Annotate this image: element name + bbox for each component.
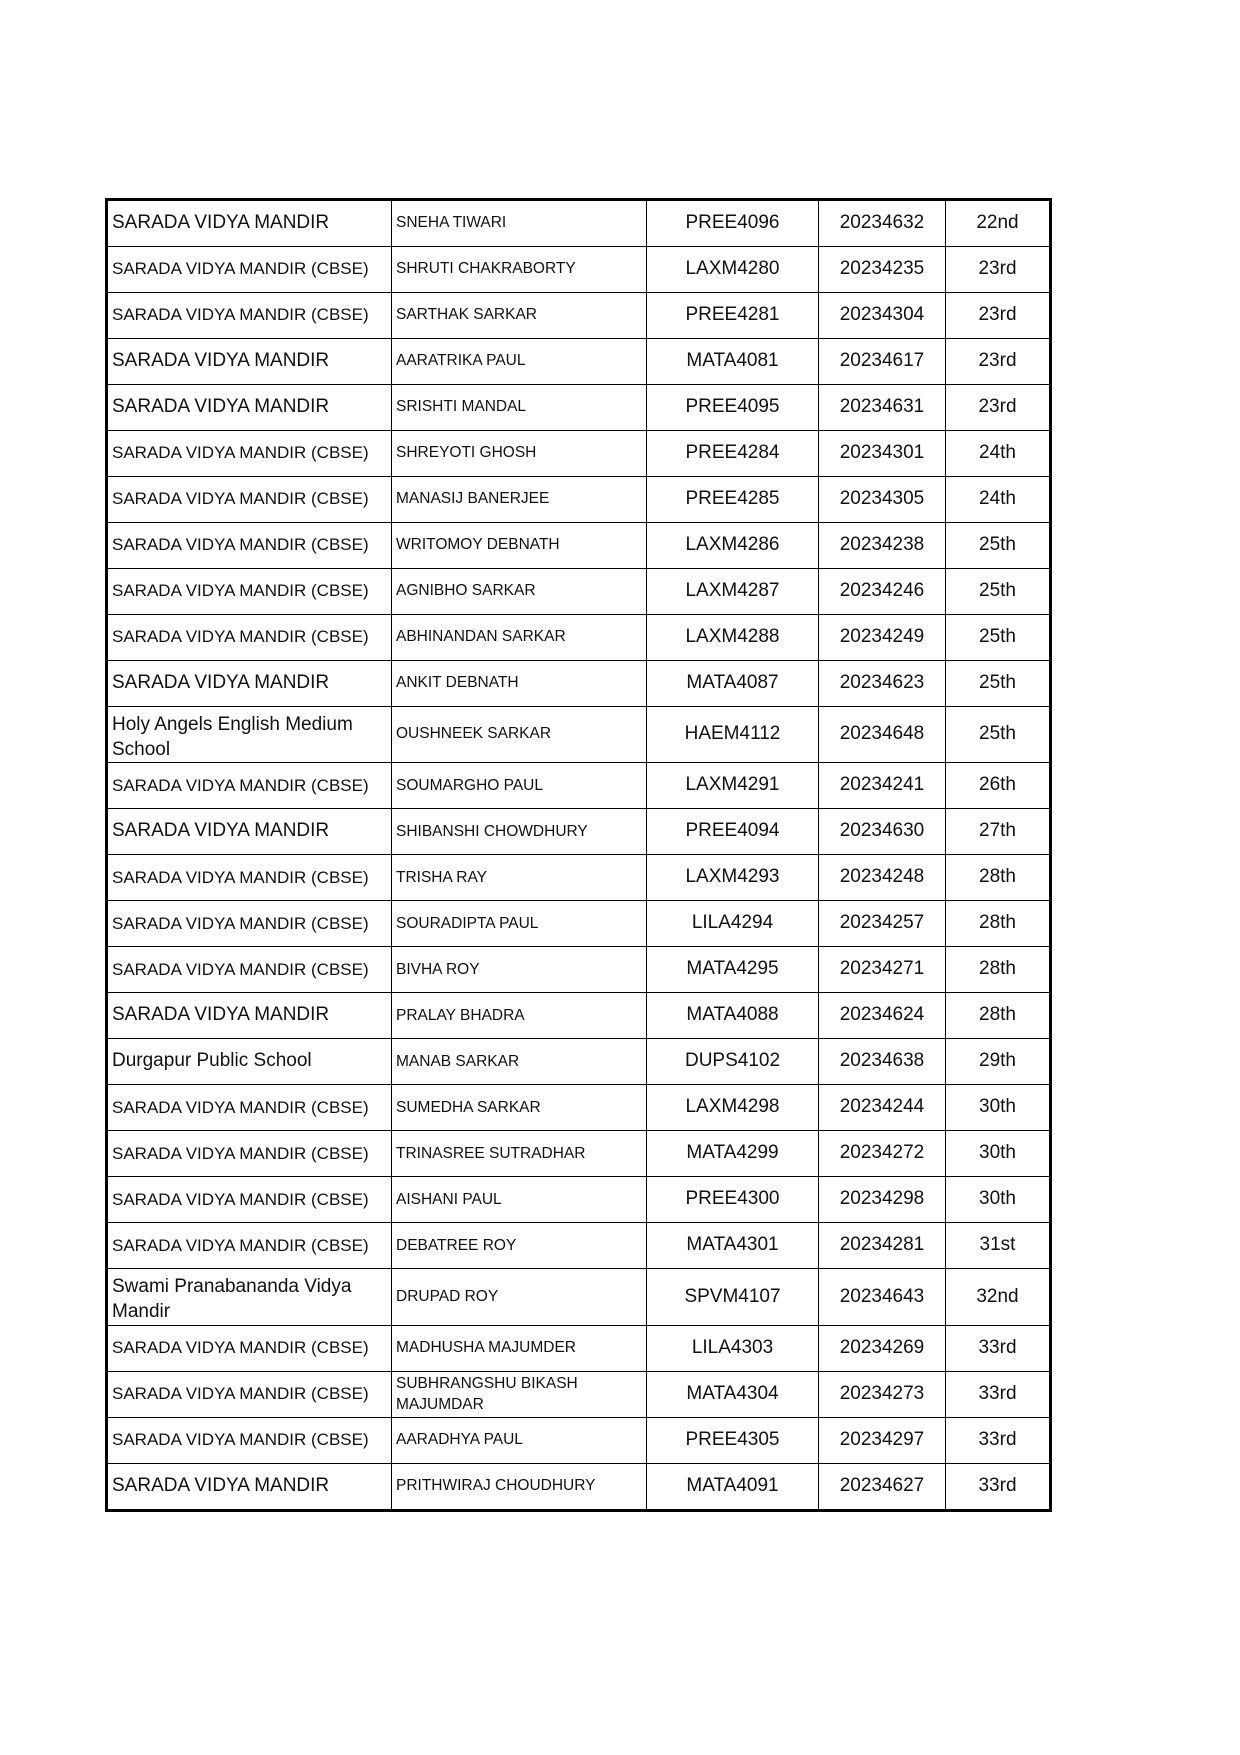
roll-number-cell: PREE4300: [647, 1177, 819, 1223]
student-name-cell: MANAB SARKAR: [392, 1039, 647, 1085]
rank-cell: 23rd: [946, 385, 1051, 431]
rank-cell: 28th: [946, 901, 1051, 947]
roll-number-cell: LAXM4293: [647, 855, 819, 901]
rank-cell: 29th: [946, 1039, 1051, 1085]
school-cell: SARADA VIDYA MANDIR: [107, 385, 392, 431]
roll-number-cell: LAXM4287: [647, 569, 819, 615]
school-cell: SARADA VIDYA MANDIR: [107, 339, 392, 385]
school-cell: SARADA VIDYA MANDIR: [107, 1463, 392, 1510]
roll-number-cell: MATA4087: [647, 661, 819, 707]
school-cell: SARADA VIDYA MANDIR: [107, 809, 392, 855]
roll-number-cell: MATA4299: [647, 1131, 819, 1177]
school-cell: Swami Pranabananda Vidya Mandir: [107, 1269, 392, 1325]
registration-number-cell: 20234297: [819, 1417, 946, 1463]
table-row: [107, 1371, 1051, 1417]
table-row: [107, 385, 1051, 431]
registration-number-cell: 20234631: [819, 385, 946, 431]
roll-number-cell: PREE4096: [647, 200, 819, 247]
student-name-cell: ANKIT DEBNATH: [392, 661, 647, 707]
rank-cell: 25th: [946, 661, 1051, 707]
roll-number-cell: LAXM4286: [647, 523, 819, 569]
table-row: [107, 661, 1051, 707]
table-row: [107, 1131, 1051, 1177]
results-table-body: [107, 200, 1051, 1511]
rank-cell: 25th: [946, 615, 1051, 661]
school-cell: SARADA VIDYA MANDIR (CBSE): [107, 1131, 392, 1177]
registration-number-cell: 20234624: [819, 993, 946, 1039]
school-cell: SARADA VIDYA MANDIR (CBSE): [107, 901, 392, 947]
table-row: [107, 1269, 1051, 1325]
roll-number-cell: MATA4081: [647, 339, 819, 385]
rank-cell: 28th: [946, 993, 1051, 1039]
registration-number-cell: 20234271: [819, 947, 946, 993]
rank-cell: 32nd: [946, 1269, 1051, 1325]
registration-number-cell: 20234632: [819, 200, 946, 247]
rank-cell: 28th: [946, 855, 1051, 901]
table-row: [107, 809, 1051, 855]
rank-cell: 27th: [946, 809, 1051, 855]
table-row: [107, 569, 1051, 615]
roll-number-cell: MATA4091: [647, 1463, 819, 1510]
registration-number-cell: 20234298: [819, 1177, 946, 1223]
school-cell: Durgapur Public School: [107, 1039, 392, 1085]
table-row: [107, 1463, 1051, 1510]
rank-cell: 31st: [946, 1223, 1051, 1269]
registration-number-cell: 20234248: [819, 855, 946, 901]
student-name-cell: TRISHA RAY: [392, 855, 647, 901]
table-row: [107, 1039, 1051, 1085]
table-row: [107, 947, 1051, 993]
registration-number-cell: 20234623: [819, 661, 946, 707]
student-name-cell: SOUMARGHO PAUL: [392, 763, 647, 809]
table-row: [107, 615, 1051, 661]
table-row: [107, 247, 1051, 293]
rank-cell: 24th: [946, 477, 1051, 523]
student-name-cell: MADHUSHA MAJUMDER: [392, 1325, 647, 1371]
school-cell: SARADA VIDYA MANDIR: [107, 200, 392, 247]
school-cell: SARADA VIDYA MANDIR (CBSE): [107, 1325, 392, 1371]
student-name-cell: SNEHA TIWARI: [392, 200, 647, 247]
table-row: [107, 339, 1051, 385]
registration-number-cell: 20234244: [819, 1085, 946, 1131]
school-cell: SARADA VIDYA MANDIR (CBSE): [107, 431, 392, 477]
registration-number-cell: 20234630: [819, 809, 946, 855]
roll-number-cell: LAXM4280: [647, 247, 819, 293]
roll-number-cell: LILA4303: [647, 1325, 819, 1371]
roll-number-cell: LILA4294: [647, 901, 819, 947]
school-cell: SARADA VIDYA MANDIR (CBSE): [107, 477, 392, 523]
student-name-cell: AARATRIKA PAUL: [392, 339, 647, 385]
student-name-cell: BIVHA ROY: [392, 947, 647, 993]
student-name-cell: ABHINANDAN SARKAR: [392, 615, 647, 661]
table-row: [107, 993, 1051, 1039]
student-name-cell: SHRUTI CHAKRABORTY: [392, 247, 647, 293]
school-cell: SARADA VIDYA MANDIR (CBSE): [107, 523, 392, 569]
school-cell: SARADA VIDYA MANDIR: [107, 993, 392, 1039]
roll-number-cell: MATA4304: [647, 1371, 819, 1417]
student-name-cell: SHREYOTI GHOSH: [392, 431, 647, 477]
rank-cell: 22nd: [946, 200, 1051, 247]
table-row: [107, 1177, 1051, 1223]
roll-number-cell: MATA4088: [647, 993, 819, 1039]
student-name-cell: PRITHWIRAJ CHOUDHURY: [392, 1463, 647, 1510]
rank-cell: 25th: [946, 707, 1051, 763]
roll-number-cell: PREE4281: [647, 293, 819, 339]
rank-cell: 23rd: [946, 247, 1051, 293]
student-name-cell: SUBHRANGSHU BIKASH MAJUMDAR: [392, 1371, 647, 1417]
rank-cell: 23rd: [946, 339, 1051, 385]
school-cell: SARADA VIDYA MANDIR (CBSE): [107, 615, 392, 661]
school-cell: SARADA VIDYA MANDIR (CBSE): [107, 1417, 392, 1463]
roll-number-cell: PREE4094: [647, 809, 819, 855]
student-name-cell: AISHANI PAUL: [392, 1177, 647, 1223]
rank-cell: 26th: [946, 763, 1051, 809]
roll-number-cell: LAXM4288: [647, 615, 819, 661]
rank-cell: 23rd: [946, 293, 1051, 339]
registration-number-cell: 20234257: [819, 901, 946, 947]
student-name-cell: AARADHYA PAUL: [392, 1417, 647, 1463]
student-name-cell: SHIBANSHI CHOWDHURY: [392, 809, 647, 855]
school-cell: SARADA VIDYA MANDIR (CBSE): [107, 293, 392, 339]
rank-cell: 33rd: [946, 1417, 1051, 1463]
student-name-cell: PRALAY BHADRA: [392, 993, 647, 1039]
registration-number-cell: 20234235: [819, 247, 946, 293]
student-name-cell: TRINASREE SUTRADHAR: [392, 1131, 647, 1177]
roll-number-cell: PREE4284: [647, 431, 819, 477]
table-row: [107, 1325, 1051, 1371]
registration-number-cell: 20234241: [819, 763, 946, 809]
registration-number-cell: 20234272: [819, 1131, 946, 1177]
registration-number-cell: 20234273: [819, 1371, 946, 1417]
student-name-cell: SUMEDHA SARKAR: [392, 1085, 647, 1131]
school-cell: Holy Angels English Medium School: [107, 707, 392, 763]
registration-number-cell: 20234627: [819, 1463, 946, 1510]
registration-number-cell: 20234643: [819, 1269, 946, 1325]
roll-number-cell: MATA4301: [647, 1223, 819, 1269]
registration-number-cell: 20234249: [819, 615, 946, 661]
student-name-cell: WRITOMOY DEBNATH: [392, 523, 647, 569]
school-cell: SARADA VIDYA MANDIR: [107, 661, 392, 707]
registration-number-cell: 20234301: [819, 431, 946, 477]
table-row: [107, 200, 1051, 247]
school-cell: SARADA VIDYA MANDIR (CBSE): [107, 947, 392, 993]
table-row: [107, 477, 1051, 523]
school-cell: SARADA VIDYA MANDIR (CBSE): [107, 1223, 392, 1269]
student-name-cell: SARTHAK SARKAR: [392, 293, 647, 339]
roll-number-cell: SPVM4107: [647, 1269, 819, 1325]
registration-number-cell: 20234305: [819, 477, 946, 523]
table-row: [107, 1223, 1051, 1269]
registration-number-cell: 20234269: [819, 1325, 946, 1371]
school-cell: SARADA VIDYA MANDIR (CBSE): [107, 1371, 392, 1417]
roll-number-cell: LAXM4291: [647, 763, 819, 809]
registration-number-cell: 20234648: [819, 707, 946, 763]
student-name-cell: SRISHTI MANDAL: [392, 385, 647, 431]
results-table: [105, 198, 1052, 1512]
rank-cell: 30th: [946, 1131, 1051, 1177]
rank-cell: 25th: [946, 569, 1051, 615]
table-row: [107, 1417, 1051, 1463]
roll-number-cell: LAXM4298: [647, 1085, 819, 1131]
table-row: [107, 901, 1051, 947]
student-name-cell: OUSHNEEK SARKAR: [392, 707, 647, 763]
student-name-cell: MANASIJ BANERJEE: [392, 477, 647, 523]
registration-number-cell: 20234638: [819, 1039, 946, 1085]
table-row: [107, 763, 1051, 809]
school-cell: SARADA VIDYA MANDIR (CBSE): [107, 855, 392, 901]
school-cell: SARADA VIDYA MANDIR (CBSE): [107, 763, 392, 809]
school-cell: SARADA VIDYA MANDIR (CBSE): [107, 1085, 392, 1131]
rank-cell: 33rd: [946, 1371, 1051, 1417]
roll-number-cell: MATA4295: [647, 947, 819, 993]
rank-cell: 30th: [946, 1177, 1051, 1223]
rank-cell: 33rd: [946, 1325, 1051, 1371]
roll-number-cell: PREE4285: [647, 477, 819, 523]
roll-number-cell: DUPS4102: [647, 1039, 819, 1085]
school-cell: SARADA VIDYA MANDIR (CBSE): [107, 1177, 392, 1223]
student-name-cell: DRUPAD ROY: [392, 1269, 647, 1325]
table-row: [107, 1085, 1051, 1131]
table-row: [107, 855, 1051, 901]
registration-number-cell: 20234617: [819, 339, 946, 385]
roll-number-cell: PREE4095: [647, 385, 819, 431]
roll-number-cell: PREE4305: [647, 1417, 819, 1463]
rank-cell: 28th: [946, 947, 1051, 993]
table-row: [107, 523, 1051, 569]
table-row: [107, 707, 1051, 763]
student-name-cell: SOURADIPTA PAUL: [392, 901, 647, 947]
roll-number-cell: HAEM4112: [647, 707, 819, 763]
school-cell: SARADA VIDYA MANDIR (CBSE): [107, 569, 392, 615]
school-cell: SARADA VIDYA MANDIR (CBSE): [107, 247, 392, 293]
student-name-cell: DEBATREE ROY: [392, 1223, 647, 1269]
rank-cell: 30th: [946, 1085, 1051, 1131]
registration-number-cell: 20234238: [819, 523, 946, 569]
rank-cell: 25th: [946, 523, 1051, 569]
table-row: [107, 431, 1051, 477]
rank-cell: 24th: [946, 431, 1051, 477]
registration-number-cell: 20234281: [819, 1223, 946, 1269]
table-row: [107, 293, 1051, 339]
student-name-cell: AGNIBHO SARKAR: [392, 569, 647, 615]
registration-number-cell: 20234246: [819, 569, 946, 615]
registration-number-cell: 20234304: [819, 293, 946, 339]
rank-cell: 33rd: [946, 1463, 1051, 1510]
